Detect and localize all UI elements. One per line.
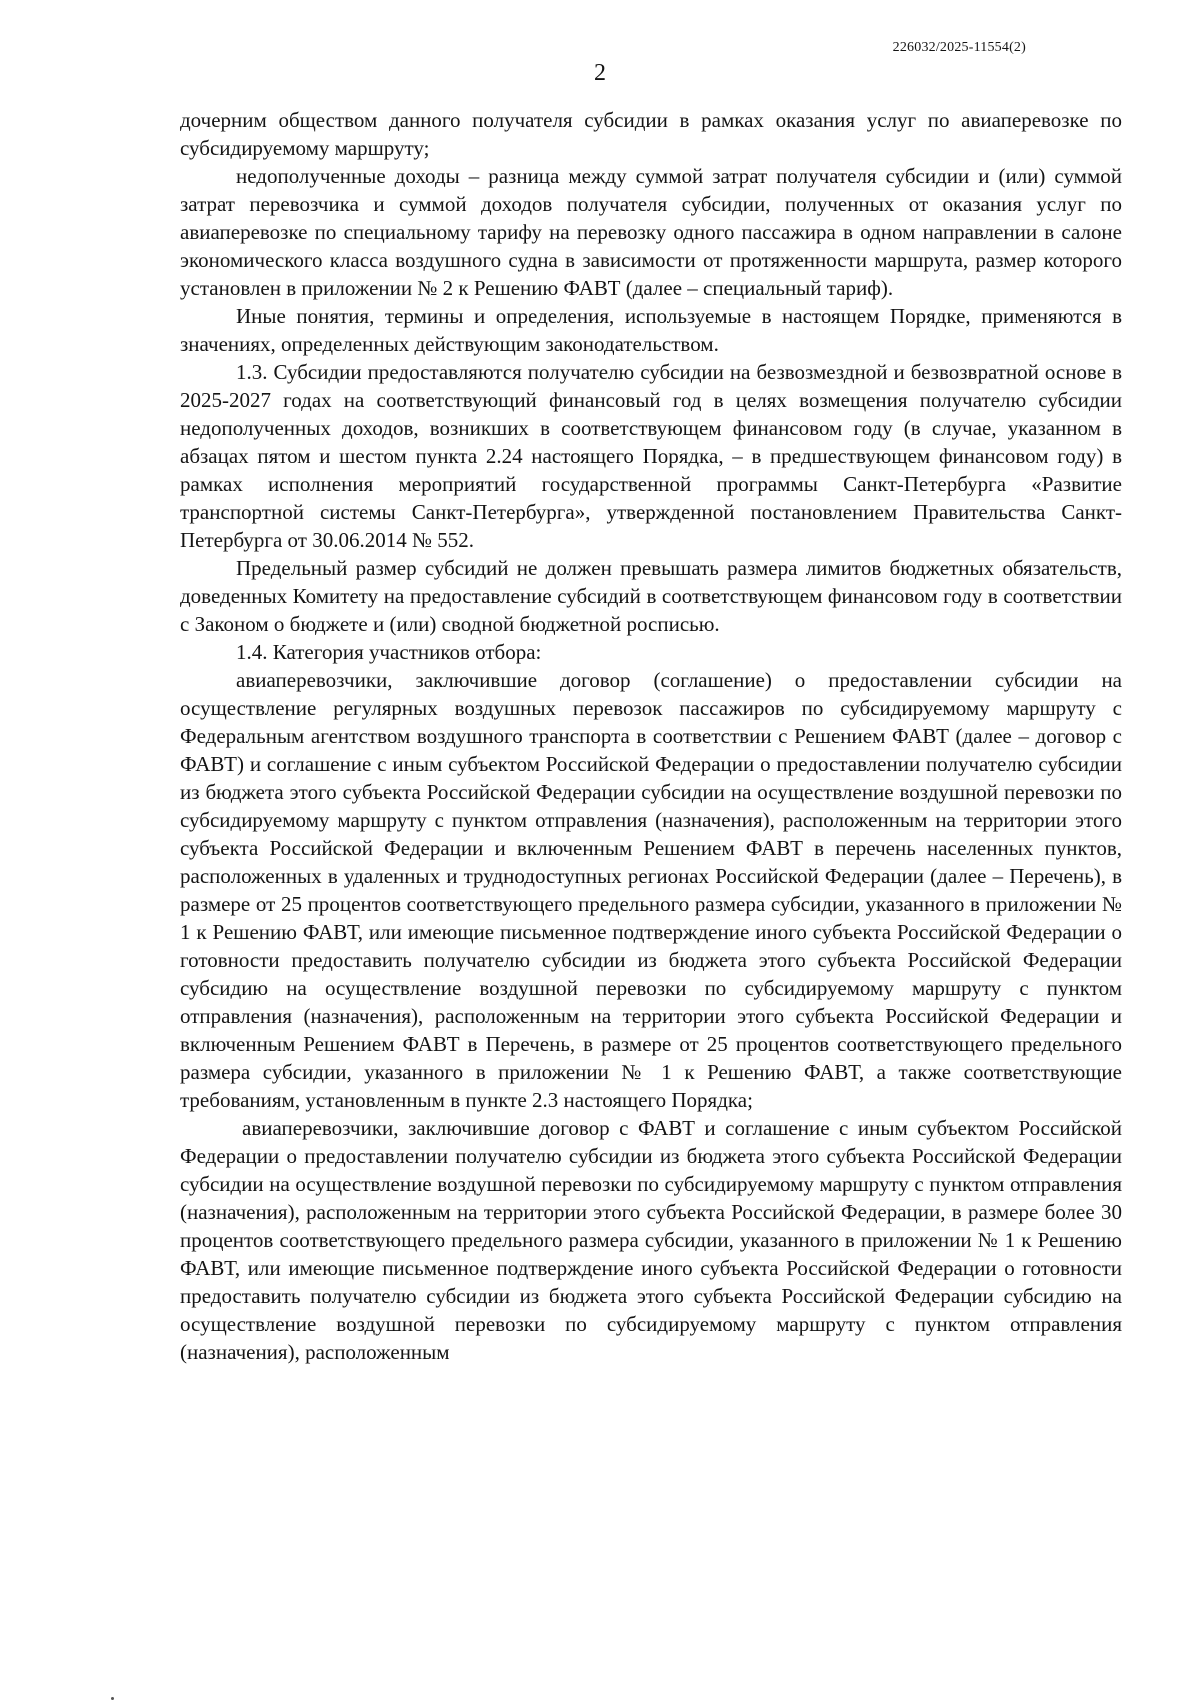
paragraph-subsidy-limit: Предельный размер субсидий не должен превышать размера лимитов бюджетных обязательств, доведенных Комитету на предоставление субсидий в соответствующем финансовом году в соответствии с Законом о бюджете и (или) сводной бюджетной росписью. bbox=[180, 556, 1122, 636]
document-number: 226032/2025-11554(2) bbox=[892, 40, 1026, 55]
paragraph-continuation: дочерним обществом данного получателя субсидии в рамках оказания услуг по авиаперевозке по субсидируемому маршруту; bbox=[180, 108, 1122, 160]
document-body bbox=[180, 106, 1122, 1366]
scan-speck bbox=[111, 1697, 114, 1700]
paragraph-definition-lost-income: недополученные доходы – разница между суммой затрат получателя субсидии и (или) суммой затрат перевозчика и суммой доходов получателя субсидии, полученных от оказания услуг по авиаперевозке по специальному тарифу на перевозку одного пассажира в одном направлении в салоне экономического класса воздушного судна в зависимости от протяженности маршрута, размер которого установлен в приложении № 2 к Решению ФАВТ (далее – специальный тариф). bbox=[180, 164, 1122, 300]
paragraph-1-3: 1.3. Субсидии предоставляются получателю субсидии на безвозмездной и безвозвратной основе в 2025-2027 годах на соответствующий финансовый год в целях возмещения получателю субсидии недополученных доходов, возникших в соответствующем финансовом году (в случае, указанном в абзацах пятом и шестом пункта 2.24 настоящего Порядка, – в предшествующем финансовом году) в рамках исполнения мероприятий государственной программы Санкт-Петербурга «Развитие транспортной системы Санкт-Петербурга», утвержденной постановлением Правительства Санкт-Петербурга от 30.06.2014 № 552. bbox=[180, 360, 1122, 552]
paragraph-1-4: 1.4. Категория участников отбора: bbox=[236, 640, 542, 664]
paragraph-other-terms: Иные понятия, термины и определения, используемые в настоящем Порядке, применяются в значениях, определенных действующим законодательством. bbox=[180, 304, 1122, 356]
paragraph-category-1: авиаперевозчики, заключившие договор (соглашение) о предоставлении субсидии на осуществление регулярных воздушных перевозок пассажиров по субсидируемому маршруту с Федеральным агентством воздушного транспорта в соответствии с Решением ФАВТ (далее – договор с ФАВТ) и соглашение с иным субъектом Российской Федерации о предоставлении получателю субсидии из бюджета этого субъекта Российской Федерации субсидии на осуществление воздушной перевозки по субсидируемому маршруту с пунктом отправления (назначения), расположенным на территории этого субъекта Российской Федерации и включенным Решением ФАВТ в перечень населенных пунктов, расположенных в удаленных и труднодоступных регионах Российской Федерации (далее – Перечень), в размере от 25 процентов соответствующего предельного размера субсидии, указанного в приложении № 1 к Решению ФАВТ, или имеющие письменное подтверждение иного субъекта Российской Федерации о готовности предоставить получателю субсидии из бюджета этого субъекта Российской Федерации субсидию на осуществление воздушной перевозки по субсидируемому маршруту с пунктом отправления (назначения), расположенным на территории этого субъекта Российской Федерации и включенным Решением ФАВТ в Перечень, в размере от 25 процентов соответствующего предельного размера субсидии, указанного в приложении № 1 к Решению ФАВТ, а также соответствующие требованиям, установленным в пункте 2.3 настоящего Порядка; bbox=[180, 668, 1122, 1112]
page-number: 2 bbox=[594, 60, 606, 86]
paragraph-category-2: авиаперевозчики, заключившие договор с ФАВТ и соглашение с иным субъектом Российской Федерации о предоставлении получателю субсидии из бюджета этого субъекта Российской Федерации субсидии на осуществление воздушной перевозки по субсидируемому маршруту с пунктом отправления (назначения), расположенным на территории этого субъекта Российской Федерации, в размере более 30 процентов соответствующего предельного размера субсидии, указанного в приложении № 1 к Решению ФАВТ, или имеющие письменное подтверждение иного субъекта Российской Федерации о готовности предоставить получателю субсидии из бюджета этого субъекта Российской Федерации субсидию на осуществление воздушной перевозки по субсидируемому маршруту с пунктом отправления (назначения), расположенным bbox=[180, 1116, 1122, 1364]
